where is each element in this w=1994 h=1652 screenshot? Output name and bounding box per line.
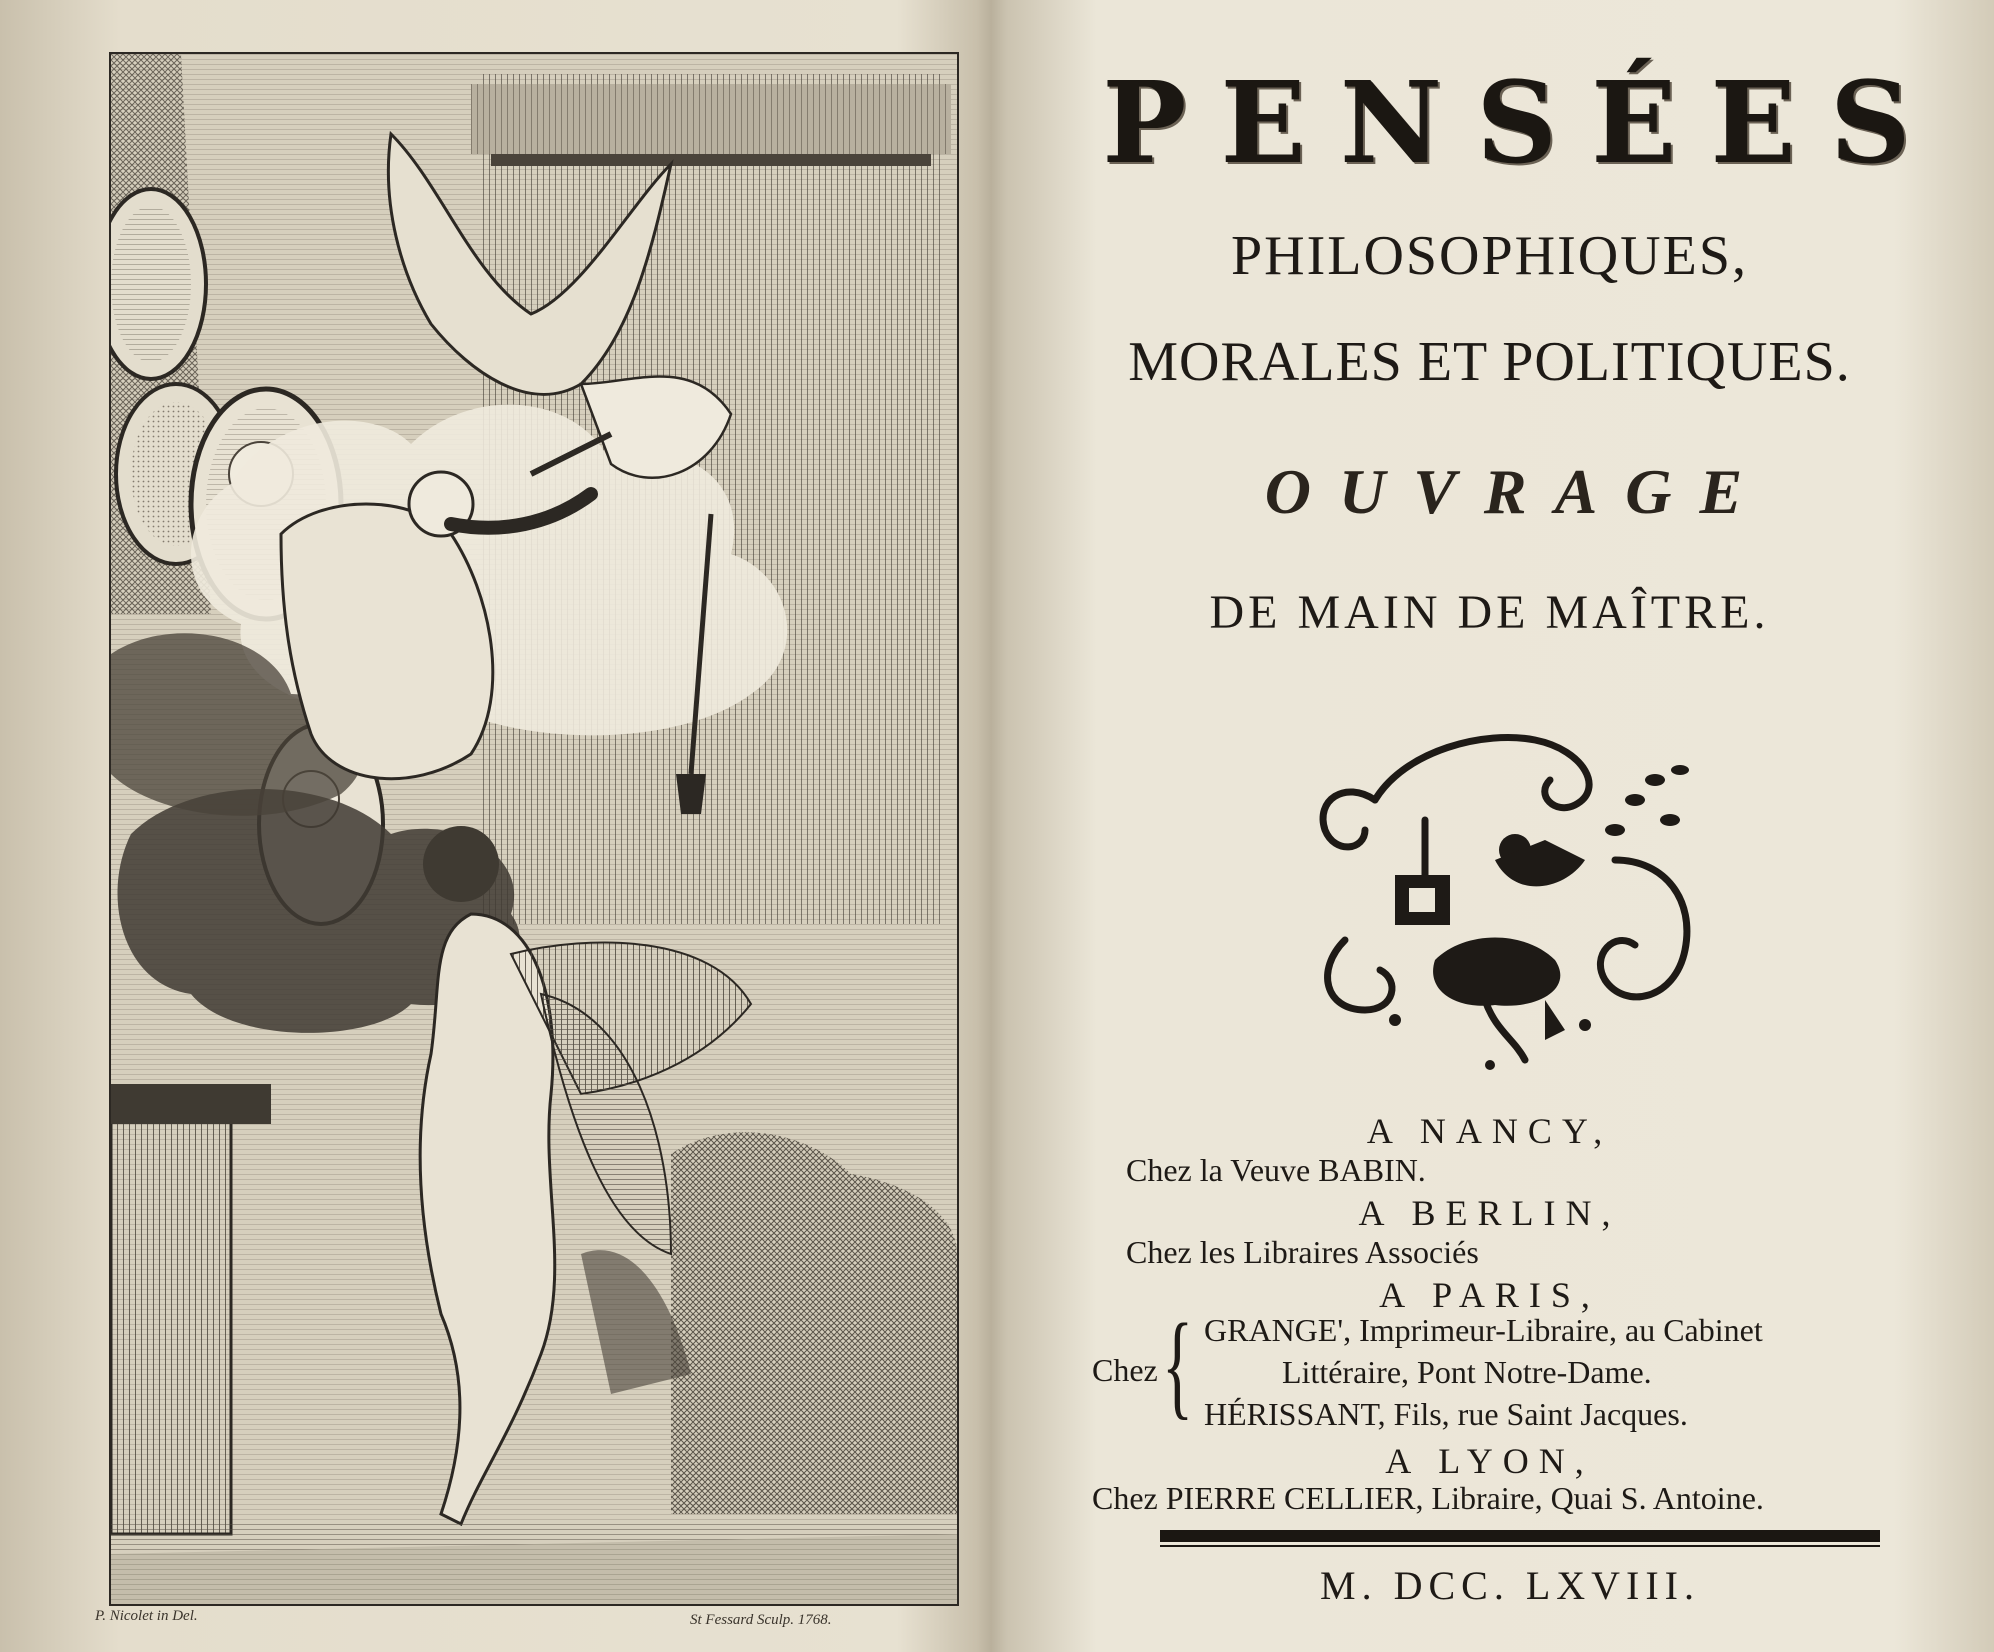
title-line-philosophiques: PHILOSOPHIQUES, bbox=[1231, 225, 1748, 287]
imprint-city-paris: A PARIS, bbox=[1379, 1275, 1600, 1315]
title-line-ouvrage: OUVRAGE bbox=[1264, 456, 1771, 527]
imprint-chez-label: Chez bbox=[1092, 1352, 1158, 1388]
imprint-section bbox=[985, 1110, 1994, 1152]
engraving-illustration bbox=[111, 54, 957, 1604]
imprint-publisher-herissant: HÉRISSANT, Fils, rue Saint Jacques. bbox=[1204, 1396, 1688, 1432]
plate-credit-left: P. Nicolet in Del. bbox=[95, 1608, 198, 1624]
imprint-publisher-berlin: Chez les Libraires Associés bbox=[1126, 1234, 1479, 1270]
imprint-year: M. DCC. LXVIII. bbox=[1320, 1563, 1700, 1608]
title-line-de-main: DE MAIN DE MAÎTRE. bbox=[1209, 586, 1770, 639]
imprint-city-berlin: A BERLIN, bbox=[1358, 1193, 1621, 1233]
imprint-publisher-nancy: Chez la Veuve BABIN. bbox=[1126, 1152, 1426, 1188]
brace-glyph: { bbox=[1162, 1299, 1194, 1430]
thin-rule bbox=[1160, 1545, 1880, 1547]
plate-credit-right: St Fessard Sculp. 1768. bbox=[690, 1612, 832, 1628]
imprint-publisher-grange-address: Littéraire, Pont Notre-Dame. bbox=[1282, 1354, 1652, 1390]
imprint-city-lyon: A LYON, bbox=[1385, 1441, 1594, 1481]
thick-rule bbox=[1160, 1530, 1880, 1542]
title-line-morales: MORALES ET POLITIQUES. bbox=[1128, 331, 1851, 393]
imprint-publisher-lyon: Chez PIERRE CELLIER, Libraire, Quai S. Antoine. bbox=[1092, 1480, 1764, 1516]
title-line-pensees: PENSÉES bbox=[1102, 58, 1945, 189]
imprint-paris-block bbox=[1092, 1299, 1972, 1442]
imprint-city-nancy: A NANCY, bbox=[1366, 1111, 1613, 1151]
left-page bbox=[0, 0, 980, 1652]
printer-ornament-vignette bbox=[1285, 710, 1715, 1070]
frontispiece-engraving bbox=[109, 52, 959, 1606]
imprint-publisher-grange: GRANGE', Imprimeur-Libraire, au Cabinet bbox=[1204, 1312, 1763, 1348]
